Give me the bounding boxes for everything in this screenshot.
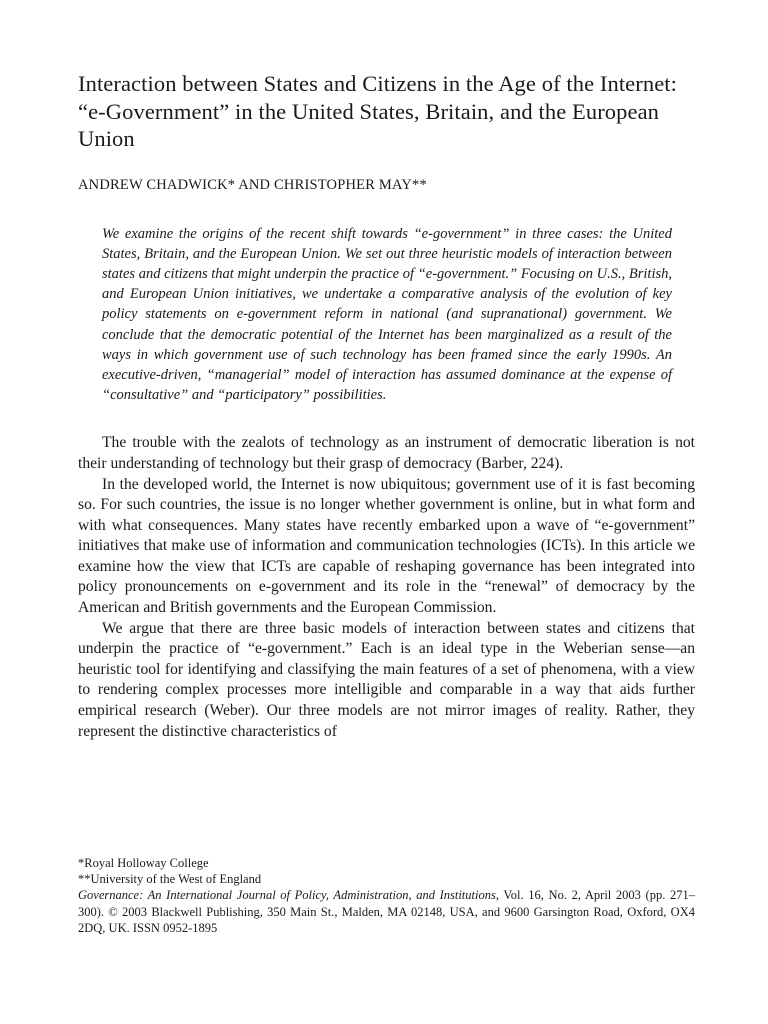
body-paragraph-1: The trouble with the zealots of technology as an instrument of democratic liberation is not their understanding of technology but their grasp of democracy (Barber, 224). bbox=[78, 434, 695, 472]
article-body bbox=[78, 433, 695, 742]
journal-details: , Vol. 16, No. 2, April 2003 (pp. 271–300). © 2003 Blackwell Publishing, 350 Main St., Malden, MA 02148, USA, and 9600 Garsington Road, Oxford, OX4 2DQ, UK. ISSN 0952-1895 bbox=[78, 888, 695, 935]
article-page bbox=[78, 70, 695, 742]
article-authors: ANDREW CHADWICK* AND CHRISTOPHER MAY** bbox=[78, 176, 427, 193]
article-title: Interaction between States and Citizens in the Age of the Internet: “e-Government” in the United States, Britain, and the European Union bbox=[78, 71, 678, 151]
body-paragraph-2: In the developed world, the Internet is now ubiquitous; government use of it is fast becoming so. For such countries, the issue is no longer whether government is online, but in what form and with what consequences. Many states have recently embarked upon a wave of “e-government” initiatives that make use of information and communication technologies (ICTs). In this article we examine how the view that ICTs are capable of reshaping governance has been integrated into policy pronouncements on e-government and its role in the “renewal” of democracy by the American and British governments and the European Commission. bbox=[78, 475, 695, 617]
article-abstract: We examine the origins of the recent shift towards “e-government” in three cases: the United States, Britain, and the European Union. We set out three heuristic models of interaction between states and citizens that might underpin the practice of “e-government.” Focusing on U.S., British, and European Union initiatives, we undertake a comparative analysis of the evolution of key policy statements on e-government reform in national (and supranational) government. We conclude that the democratic potential of the Internet has been marginalized as a result of the ways in which government use of such technology has been framed since the early 1990s. An executive-driven, “managerial” model of interaction has assumed dominance at the expense of “consultative” and “participatory” possibilities. bbox=[102, 225, 672, 404]
footnote-affiliation-1: *Royal Holloway College bbox=[78, 856, 209, 870]
journal-citation bbox=[78, 887, 695, 936]
footnote-affiliation-2: **University of the West of England bbox=[78, 872, 262, 887]
footnotes bbox=[78, 855, 695, 936]
journal-name: Governance: An International Journal of Policy, Administration, and Institutions bbox=[78, 888, 496, 903]
body-paragraph-3: We argue that there are three basic models of interaction between states and citizens that underpin the practice of “e-government.” Each is an ideal type in the Weberian sense—an heuristic tool for identifying and classifying the main features of a set of phenomena, with a view to rendering complex processes more intelligible and comparable in a way that aids further empirical research (Weber). Our three models are not mirror images of reality. Rather, they represent the distinctive characteristics of bbox=[78, 619, 695, 740]
